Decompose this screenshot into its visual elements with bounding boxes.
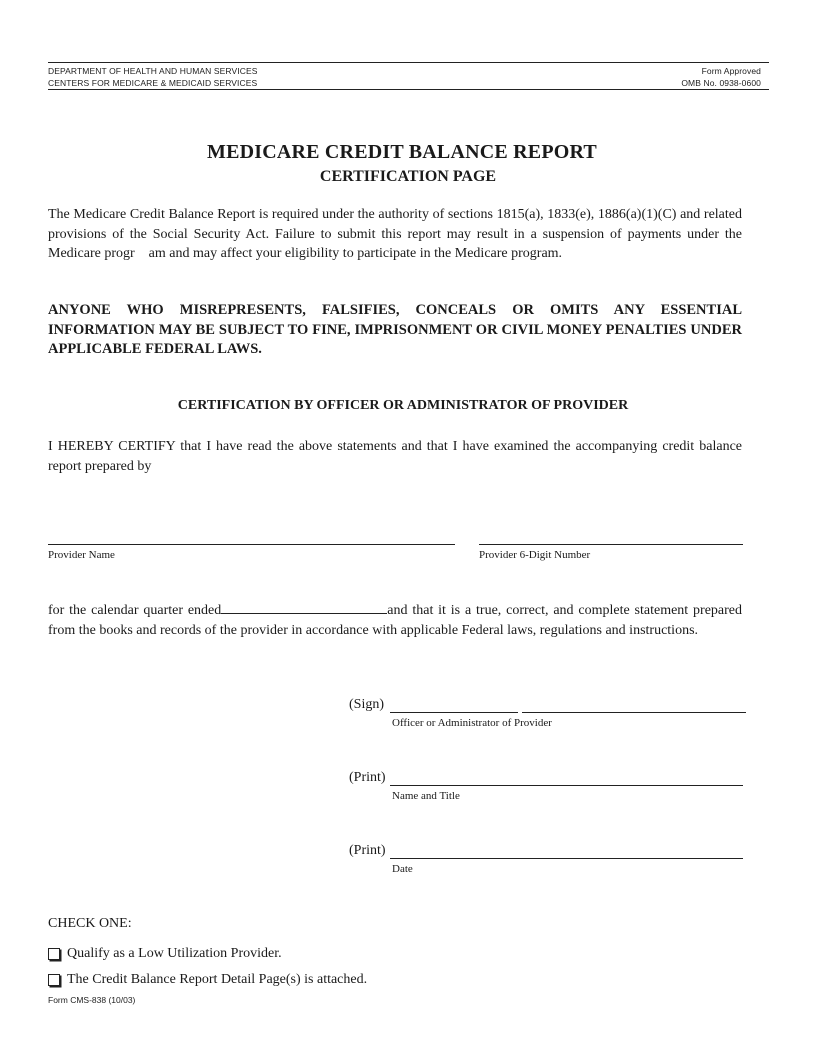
provider-name-line[interactable] [48,544,455,545]
check-one-label: CHECK ONE: [48,916,132,931]
page-title: MEDICARE CREDIT BALANCE REPORT [207,141,597,163]
checkbox-icon[interactable] [48,948,60,960]
quarter-suffix: and that it is a true, correct, and complete statement [387,603,689,618]
signature-line-1[interactable] [390,712,518,713]
quarter-paragraph [48,600,742,640]
quarter-continuation: prepared from the books and records of the provider in accordance with applicable Federal laws, regulations and instructions. [48,603,742,638]
form-approved-text: Form Approved [701,66,761,76]
warning-paragraph: ANYONE WHO MISREPRESENTS, FALSIFIES, CONCEALS OR OMITS ANY ESSENTIAL INFORMATION MAY BE SUBJECT TO FINE, IMPRISONMENT OR CIVIL MONEY PENALTIES UNDER APPLICABLE FEDERAL LAWS. [48,302,742,357]
name-title-caption: Name and Title [392,790,460,802]
date-caption: Date [392,863,413,875]
agency-header [48,65,258,89]
date-line[interactable] [390,858,743,859]
provider-name-label: Provider Name [48,549,115,561]
quarter-end-date-field[interactable] [221,600,387,614]
signature-line-2[interactable] [522,712,746,713]
name-title-line[interactable] [390,785,743,786]
intro-paragraph: The Medicare Credit Balance Report is required under the authority of sections 1815(a), 1833(e), 1886(a)(1)(C) and related provisions of the Social Security Act. Failure to submit this report may result in a suspension of payments under the Medicare progr am and may affect your eligibility to participate in the Medicare program. [48,207,746,261]
provider-number-line[interactable] [479,544,743,545]
sign-caption: Officer or Administrator of Provider [392,717,552,729]
form-number-footer: Form CMS-838 (10/03) [48,995,136,1005]
sign-label: (Sign) [349,697,384,712]
print-label-date: (Print) [349,843,386,858]
header-top-rule [48,62,769,63]
omb-header [681,65,761,89]
header-bottom-rule [48,89,769,90]
quarter-prefix: for the calendar quarter ended [48,603,222,618]
checkbox-option-label: The Credit Balance Report Detail Page(s) is attached. [67,972,368,987]
page-subtitle: CERTIFICATION PAGE [319,168,497,185]
checkbox-option-label: Qualify as a Low Utilization Provider. [67,946,282,961]
checkbox-option-low-utilization[interactable] [48,946,282,962]
checkbox-icon[interactable] [48,974,60,986]
agency-line-1: DEPARTMENT OF HEALTH AND HUMAN SERVICES [48,66,258,76]
agency-line-2: CENTERS FOR MEDICARE & MEDICAID SERVICES [48,78,258,88]
checkbox-option-detail-attached[interactable] [48,972,367,988]
print-label-name: (Print) [349,770,386,785]
omb-number: OMB No. 0938-0600 [681,78,761,88]
provider-number-label: Provider 6-Digit Number [479,549,591,561]
certify-paragraph: I HEREBY CERTIFY that I have read the above statements and that I have examined the accompanying credit balance report prepared by [48,439,742,474]
certification-heading: CERTIFICATION BY OFFICER OR ADMINISTRATOR OF PROVIDER [177,398,629,413]
